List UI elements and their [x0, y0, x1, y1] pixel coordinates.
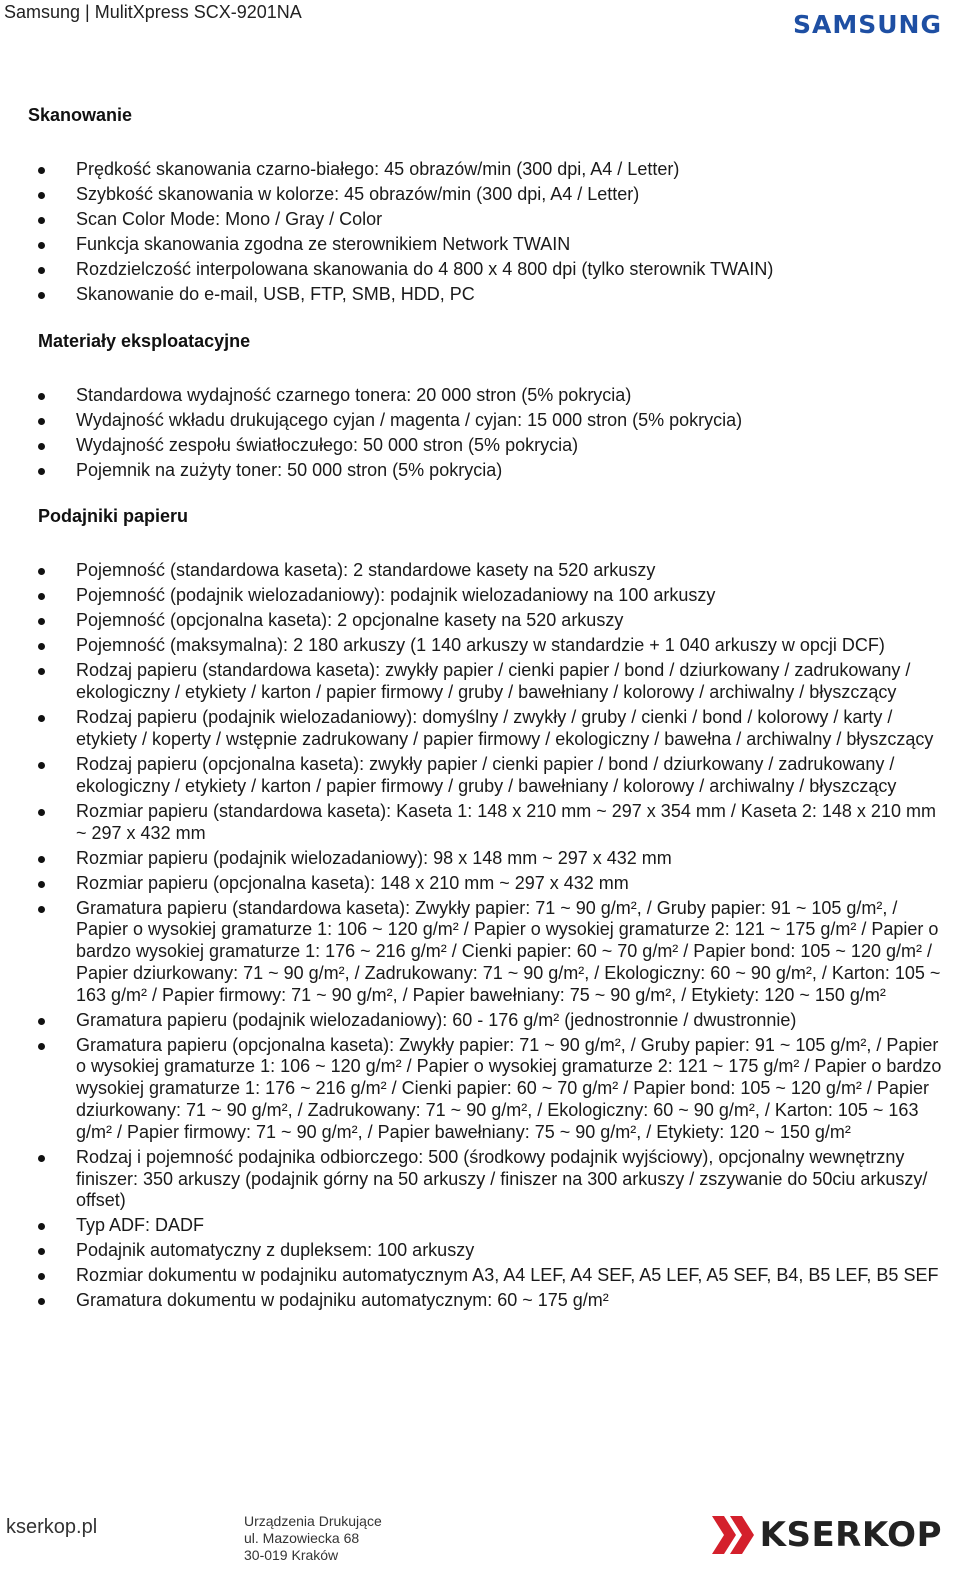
- list-item: Pojemność (maksymalna): 2 180 arkuszy (1 140 arkuszy w standardzie + 1 040 arkuszy w opcji DCF): [0, 635, 960, 657]
- spec-content: [0, 100, 960, 1315]
- list-item: Gramatura papieru (standardowa kaseta): Zwykły papier: 71 ~ 90 g/m², / Gruby papier: 91 ~ 105 g/m², / Papier o wysokiej gramaturze 1: 106 ~ 120 g/m² / Papier o wysokiej gramaturze 2: 121 ~ 175 g/m² / Papier o bardzo wysokiej gramaturze 1: 176 ~ 216 g/m² / Cienki papier: 60 ~ 70 g/m² / Papier bond: 105 ~ 120 g/m² / Papier dziurkowany: 71 ~ 90 g/m², / Zadrukowany: 71 ~ 90 g/m², / Ekologiczny: 60 ~ 90 g/m², / Karton: 105 ~ 163 g/m² / Papier firmowy: 71 ~ 90 g/m², / Papier bawełniany: 75 ~ 90 g/m², / Etykiety: 120 ~ 150 g/m²: [0, 898, 960, 1007]
- footer-address-line: Urządzenia Drukujące: [244, 1513, 382, 1529]
- list-item: Rodzaj papieru (standardowa kaseta): zwykły papier / cienki papier / bond / dziurkowany / zadrukowany / ekologiczny / etykiety / karton / papier firmowy / gruby / bawełniany / kolorowy / archiwalny / błyszczący: [0, 660, 960, 704]
- section-title-podajniki: Podajniki papieru: [38, 506, 189, 527]
- kserkop-logo: [710, 1512, 942, 1558]
- consumables-spec-list: [0, 385, 960, 482]
- page-footer: [0, 1500, 960, 1580]
- list-item: Rozmiar papieru (opcjonalna kaseta): 148 x 210 mm ~ 297 x 432 mm: [0, 873, 960, 895]
- scan-spec-list: [0, 159, 960, 306]
- kserkop-mark-icon: [710, 1512, 756, 1558]
- list-item: Gramatura papieru (opcjonalna kaseta): Zwykły papier: 71 ~ 90 g/m², / Gruby papier: 91 ~ 105 g/m², / Papier o wysokiej gramaturze 1: 106 ~ 120 g/m² / Papier o wysokiej gramaturze 2: 121 ~ 175 g/m² / Papier o bardzo wysokiej gramaturze 1: 176 ~ 216 g/m² / Cienki papier: 60 ~ 70 g/m² / Papier bond: 105 ~ 120 g/m² / Papier dziurkowany: 71 ~ 90 g/m², / Zadrukowany: 71 ~ 90 g/m², / Ekologiczny: 60 ~ 90 g/m², / Karton: 105 ~ 163 g/m² / Papier firmowy: 71 ~ 90 g/m², / Papier bawełniany: 75 ~ 90 g/m², / Etykiety: 120 ~ 150 g/m²: [0, 1035, 960, 1144]
- footer-address-line: ul. Mazowiecka 68: [244, 1530, 360, 1546]
- footer-website: kserkop.pl: [6, 1516, 98, 1538]
- list-item: Standardowa wydajność czarnego tonera: 20 000 stron (5% pokrycia): [0, 385, 960, 407]
- paper-tray-spec-list: [0, 560, 960, 1312]
- page-header-title: Samsung | MulitXpress SCX-9201NA: [4, 2, 302, 22]
- list-item: Rozmiar papieru (podajnik wielozadaniowy): 98 x 148 mm ~ 297 x 432 mm: [0, 848, 960, 870]
- list-item: Pojemność (podajnik wielozadaniowy): podajnik wielozadaniowy na 100 arkuszy: [0, 585, 960, 607]
- list-item: Gramatura papieru (podajnik wielozadaniowy): 60 - 176 g/m² (jednostronnie / dwustronnie): [0, 1010, 960, 1032]
- footer-address-line: 30-019 Kraków: [244, 1547, 339, 1563]
- list-item: Funkcja skanowania zgodna ze sterownikiem Network TWAIN: [0, 234, 960, 256]
- list-item: Podajnik automatyczny z dupleksem: 100 arkuszy: [0, 1240, 960, 1262]
- list-item: Rodzaj i pojemność podajnika odbiorczego: 500 (środkowy podajnik wyjściowy), opcjonalny wewnętrzny finiszer: 350 arkuszy (podajnik górny na 50 arkuszy / finiszer na 300 arkuszy / zszywanie do 50ciu arkuszy/ offset): [0, 1147, 960, 1212]
- list-item: Pojemność (opcjonalna kaseta): 2 opcjonalne kasety na 520 arkuszy: [0, 610, 960, 632]
- section-title-skanowanie: Skanowanie: [28, 105, 133, 125]
- list-item: Wydajność zespołu światłoczułego: 50 000 stron (5% pokrycia): [0, 435, 960, 457]
- list-item: Rozmiar dokumentu w podajniku automatycznym A3, A4 LEF, A4 SEF, A5 LEF, A5 SEF, B4, B5 LEF, B5 SEF: [0, 1265, 960, 1287]
- list-item: Szybkość skanowania w kolorze: 45 obrazów/min (300 dpi, A4 / Letter): [0, 184, 960, 206]
- list-item: Prędkość skanowania czarno-białego: 45 obrazów/min (300 dpi, A4 / Letter): [0, 159, 960, 181]
- list-item: Scan Color Mode: Mono / Gray / Color: [0, 209, 960, 231]
- list-item: Gramatura dokumentu w podajniku automatycznym: 60 ~ 175 g/m²: [0, 1290, 960, 1312]
- list-item: Typ ADF: DADF: [0, 1215, 960, 1237]
- samsung-logo: SAMSUNG: [793, 10, 942, 39]
- list-item: Wydajność wkładu drukującego cyjan / magenta / cyjan: 15 000 stron (5% pokrycia): [0, 410, 960, 432]
- footer-address: [244, 1513, 382, 1564]
- kserkop-logo-text: KSERKOP: [759, 1515, 942, 1555]
- list-item: Rozdzielczość interpolowana skanowania do 4 800 x 4 800 dpi (tylko sterownik TWAIN): [0, 259, 960, 281]
- section-title-materialy: Materiały eksploatacyjne: [38, 330, 251, 351]
- list-item: Skanowanie do e-mail, USB, FTP, SMB, HDD, PC: [0, 284, 960, 306]
- list-item: Rozmiar papieru (standardowa kaseta): Kaseta 1: 148 x 210 mm ~ 297 x 354 mm / Kaseta 2: 148 x 210 mm ~ 297 x 432 mm: [0, 801, 960, 845]
- list-item: Pojemność (standardowa kaseta): 2 standardowe kasety na 520 arkuszy: [0, 560, 960, 582]
- list-item: Rodzaj papieru (podajnik wielozadaniowy): domyślny / zwykły / gruby / cienki / bond / kolorowy / karty / etykiety / koperty / wstępnie zadrukowany / papier firmowy / ekologiczny / bawełna / archiwalny / błyszczący: [0, 707, 960, 751]
- list-item: Pojemnik na zużyty toner: 50 000 stron (5% pokrycia): [0, 460, 960, 482]
- list-item: Rodzaj papieru (opcjonalna kaseta): zwykły papier / cienki papier / bond / dziurkowany / zadrukowany / ekologiczny / etykiety / karton / papier firmowy / gruby / bawełniany / kolorowy / archiwalny / błyszczący: [0, 754, 960, 798]
